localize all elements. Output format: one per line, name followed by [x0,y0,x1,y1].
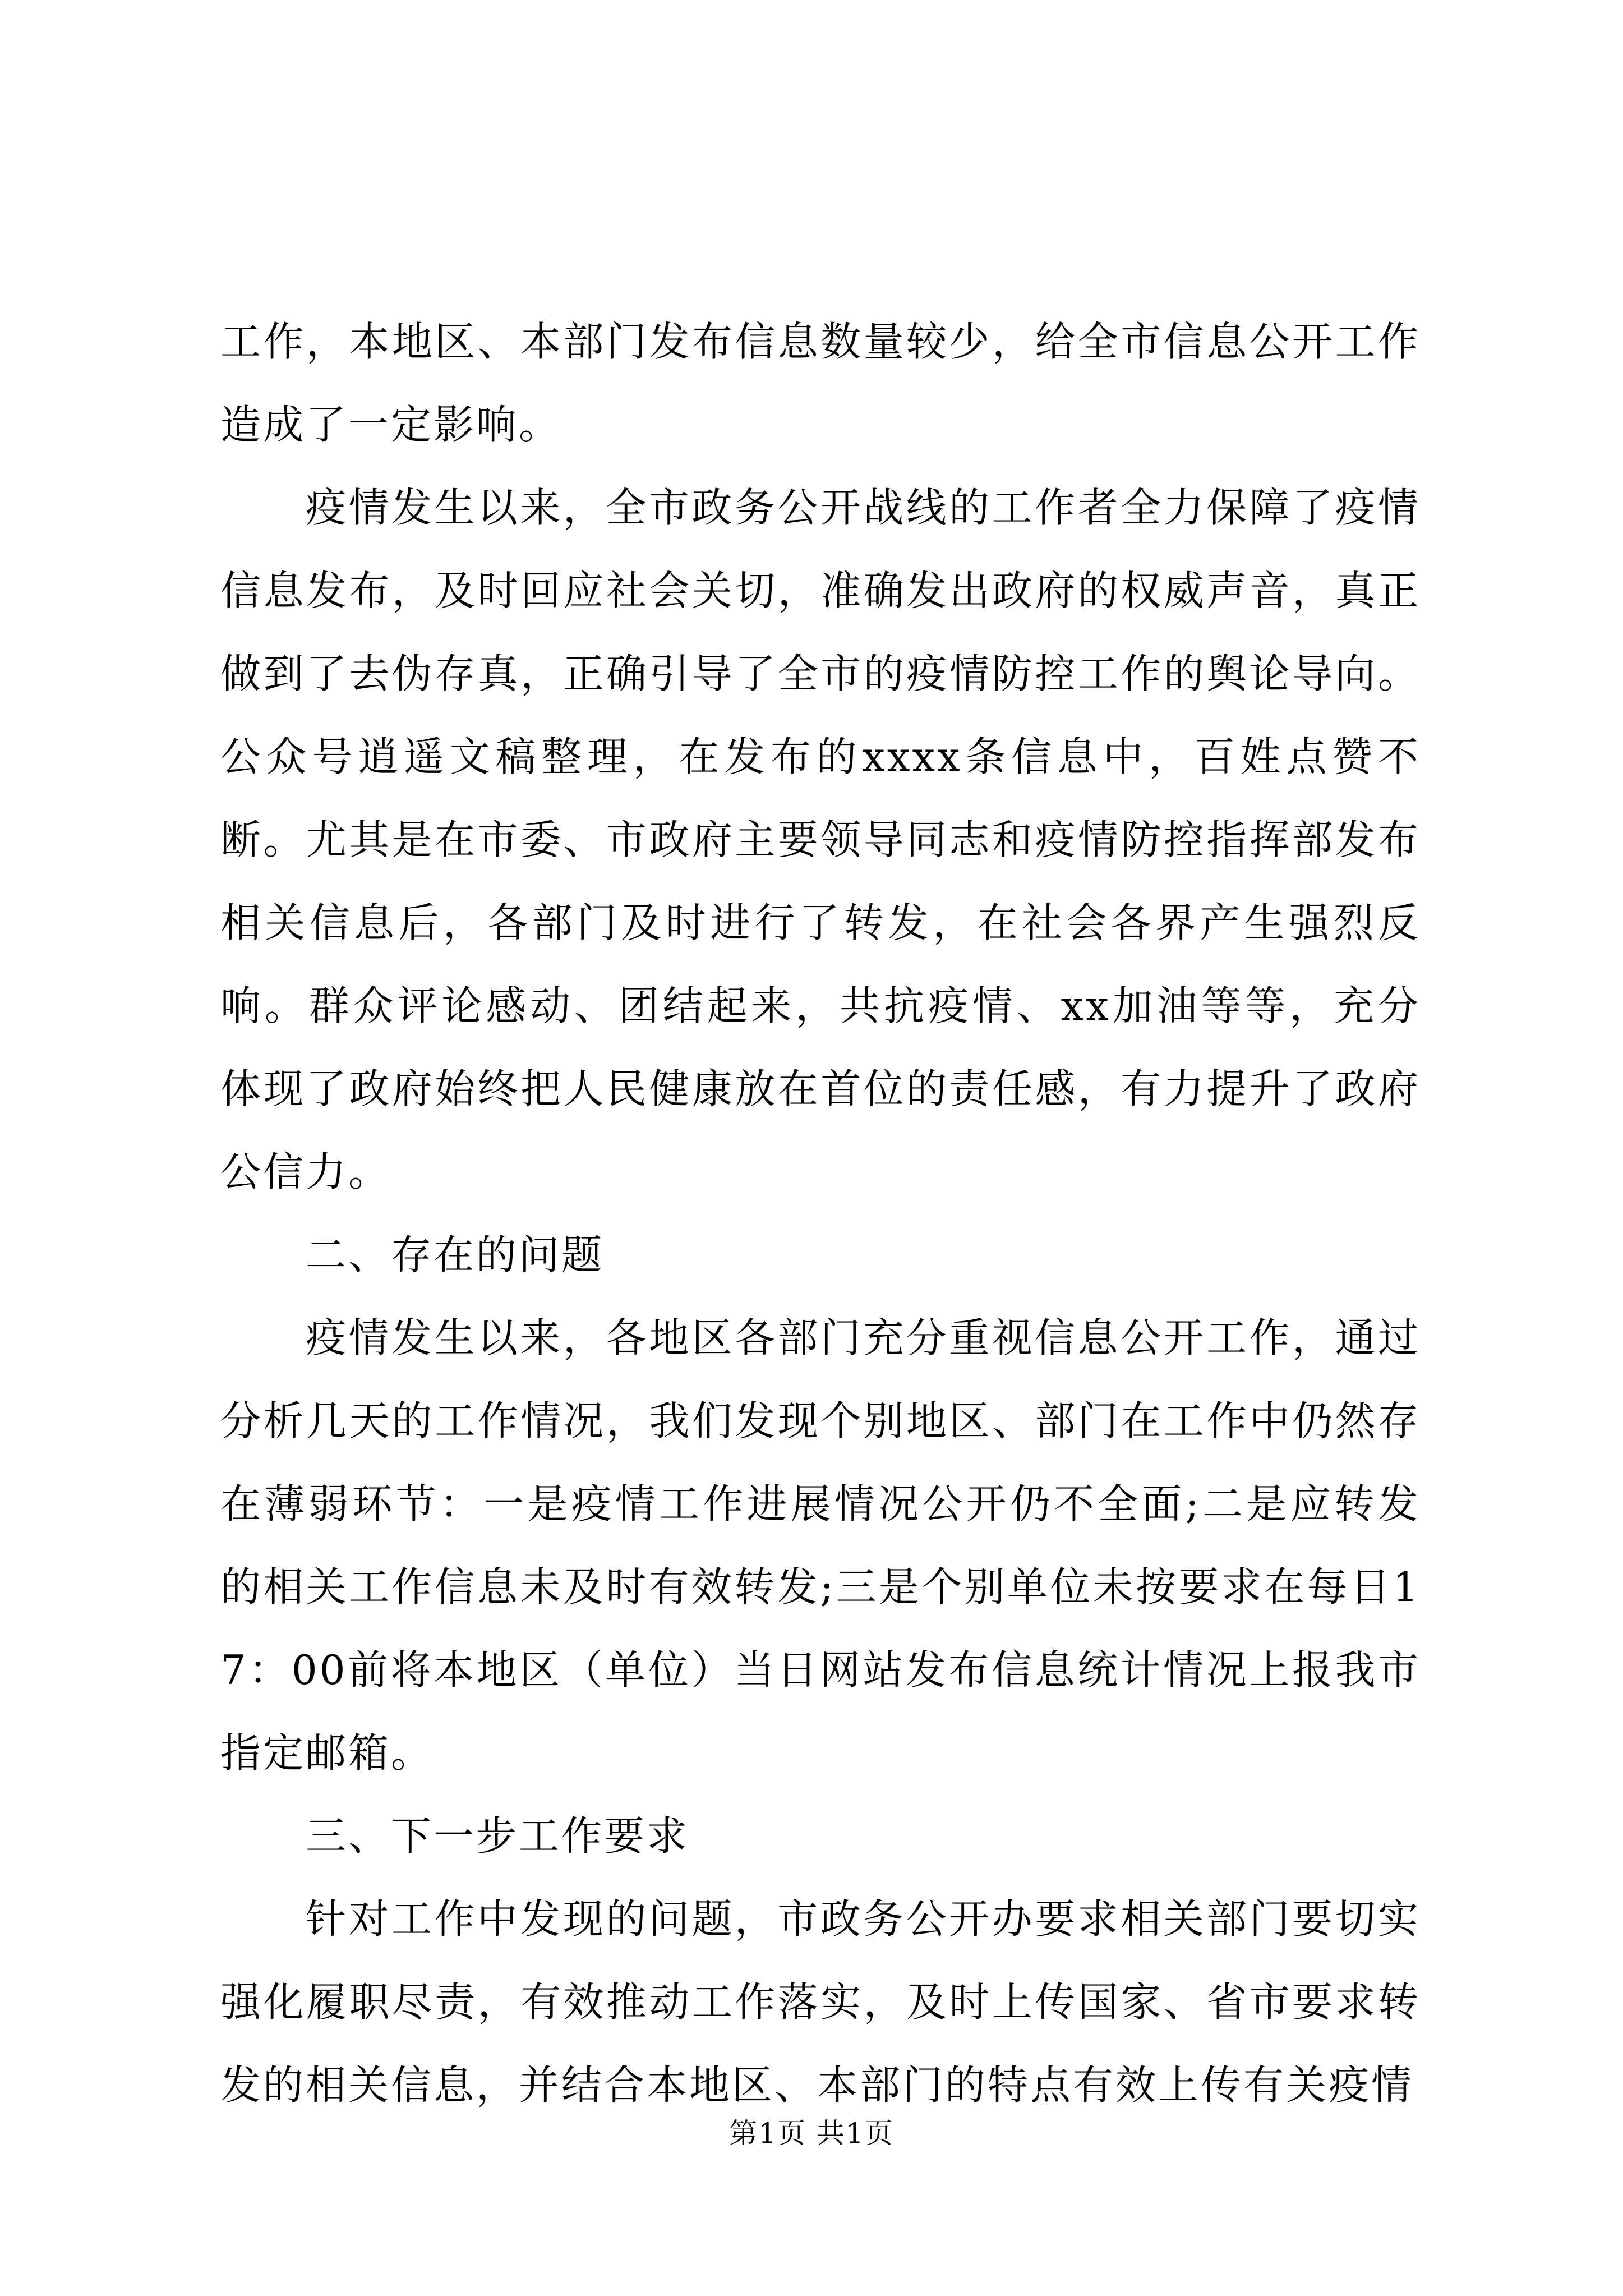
document-body [220,300,1421,2127]
paragraph-info-release: 疫情发生以来，全市政务公开战线的工作者全力保障了疫情信息发布，及时回应社会关切，准确发出政府的权威声音，真正做到了去伪存真，正确引导了全市的疫情防控工作的舆论导向。公众号逍遥文稿整理，在发布的xxxx条信息中，百姓点赞不断。尤其是在市委、市政府主要领导同志和疫情防控指挥部发布相关信息后，各部门及时进行了转发，在社会各界产生强烈反响。群众评论感动、团结起来，共抗疫情、xx加油等等，充分体现了政府始终把人民健康放在首位的责任感，有力提升了政府公信力。 [220,484,1421,1195]
section-heading-next-steps: 三、下一步工作要求 [306,1812,690,1860]
paragraph-problems: 疫情发生以来，各地区各部门充分重视信息公开工作，通过分析几天的工作情况，我们发现个别地区、部门在工作中仍然存在薄弱环节：一是疫情工作进展情况公开仍不全面;二是应转发的相关工作信息未及时有效转发;三是个别单位未按要求在每日17：00前将本地区（单位）当日网站发布信息统计情况上报我市指定邮箱。 [220,1314,1421,1777]
paragraph-continuation: 工作，本地区、本部门发布信息数量较少，给全市信息公开工作造成了一定影响。 [220,318,1421,448]
page-footer: 第1页 共1页 [729,2117,894,2150]
section-heading-problems: 二、存在的问题 [306,1231,605,1278]
paragraph-next-steps: 针对工作中发现的问题，市政务公开办要求相关部门要切实强化履职尽责，有效推动工作落实，及时上传国家、省市要求转发的相关信息，并结合本地区、本部门的特点有效上传有关疫情 [220,1895,1421,2109]
